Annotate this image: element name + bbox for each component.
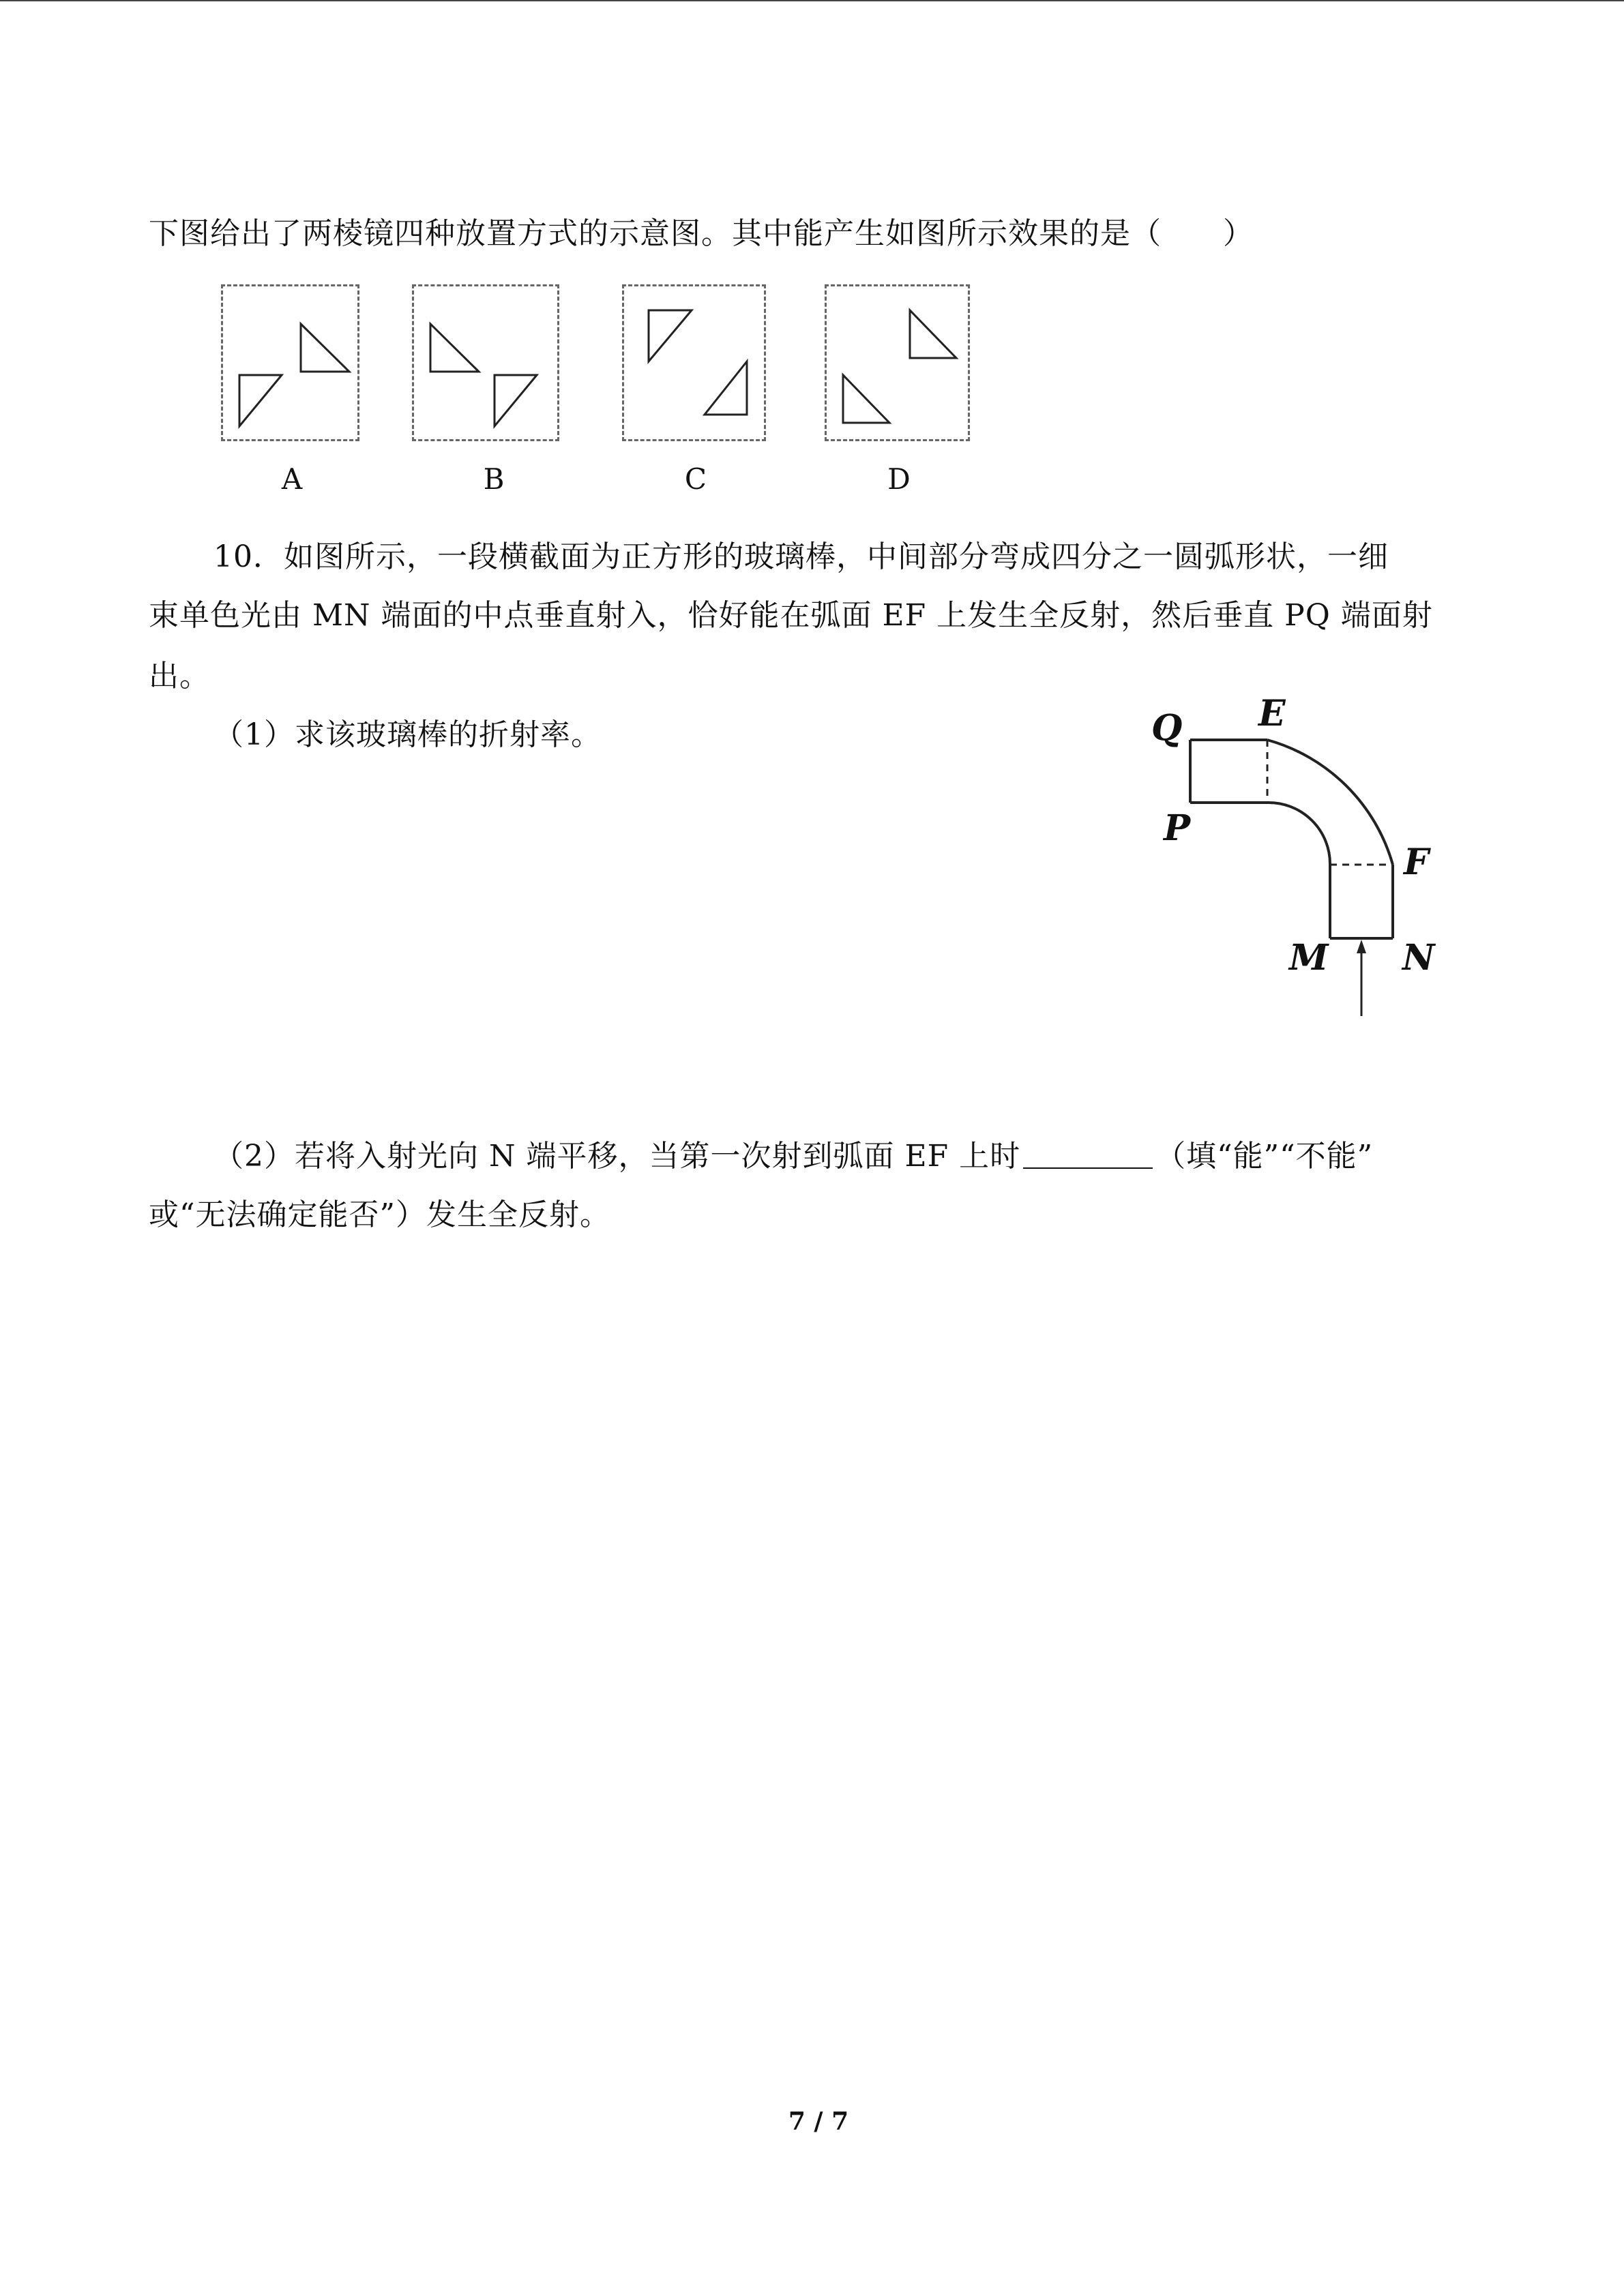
prism-pair-d bbox=[827, 286, 972, 443]
question10-line3: 出。 bbox=[149, 659, 210, 694]
page-number: 7 / 7 bbox=[788, 2107, 849, 2136]
inner-arc bbox=[1267, 803, 1330, 865]
option-c-diagram bbox=[622, 284, 766, 441]
option-b-diagram bbox=[412, 284, 559, 441]
option-a-diagram bbox=[221, 284, 359, 441]
option-c-label: C bbox=[684, 462, 707, 496]
label-q: Q bbox=[1151, 707, 1183, 749]
answer-blank[interactable] bbox=[1023, 1140, 1153, 1169]
prism-pair-a bbox=[223, 286, 361, 443]
glass-rod-figure bbox=[1146, 682, 1473, 1030]
label-e: E bbox=[1258, 693, 1286, 734]
label-p: P bbox=[1164, 807, 1191, 849]
prism-c-lower bbox=[705, 361, 747, 415]
question10-line2: 束单色光由 MN 端面的中点垂直射入，恰好能在弧面 EF 上发生全反射，然后垂直 PQ 端面射 bbox=[149, 598, 1433, 633]
prism-a-lower bbox=[239, 375, 282, 426]
option-d-diagram bbox=[825, 284, 970, 441]
prism-pair-b bbox=[414, 286, 561, 443]
prism-c-upper bbox=[649, 310, 692, 361]
label-f: F bbox=[1404, 841, 1429, 883]
part2-text-after: （填“能”“不能” bbox=[1155, 1139, 1374, 1174]
label-n: N bbox=[1402, 937, 1435, 979]
question9-stem: 下图给出了两棱镜四种放置方式的示意图。其中能产生如图所示效果的是（ ） bbox=[149, 216, 1254, 251]
question10-part1: （1）求该玻璃棒的折射率。 bbox=[213, 717, 602, 752]
prism-a-upper bbox=[301, 324, 349, 372]
part2-text-before: （2）若将入射光向 N 端平移，当第一次射到弧面 EF 上时 bbox=[213, 1139, 1021, 1174]
option-a-label: A bbox=[281, 462, 303, 496]
outer-arc-ef bbox=[1267, 740, 1393, 865]
question10-part2-line1 bbox=[213, 1140, 1373, 1172]
ray-arrow-icon bbox=[1357, 940, 1366, 953]
question10-line1: 10．如图所示，一段横截面为正方形的玻璃棒，中间部分弯成四分之一圆弧形状，一细 bbox=[213, 539, 1389, 574]
option-b-label: B bbox=[483, 462, 505, 496]
question10-part2-line2: 或“无法确定能否”）发生全反射。 bbox=[149, 1197, 610, 1232]
prism-b-upper bbox=[430, 324, 479, 372]
prism-d-upper bbox=[910, 310, 956, 358]
prism-b-lower bbox=[494, 375, 537, 426]
prism-d-lower bbox=[843, 375, 889, 423]
option-d-label: D bbox=[887, 462, 911, 496]
page-top-border bbox=[0, 0, 1624, 1]
prism-pair-c bbox=[624, 286, 768, 443]
label-m: M bbox=[1289, 937, 1329, 979]
